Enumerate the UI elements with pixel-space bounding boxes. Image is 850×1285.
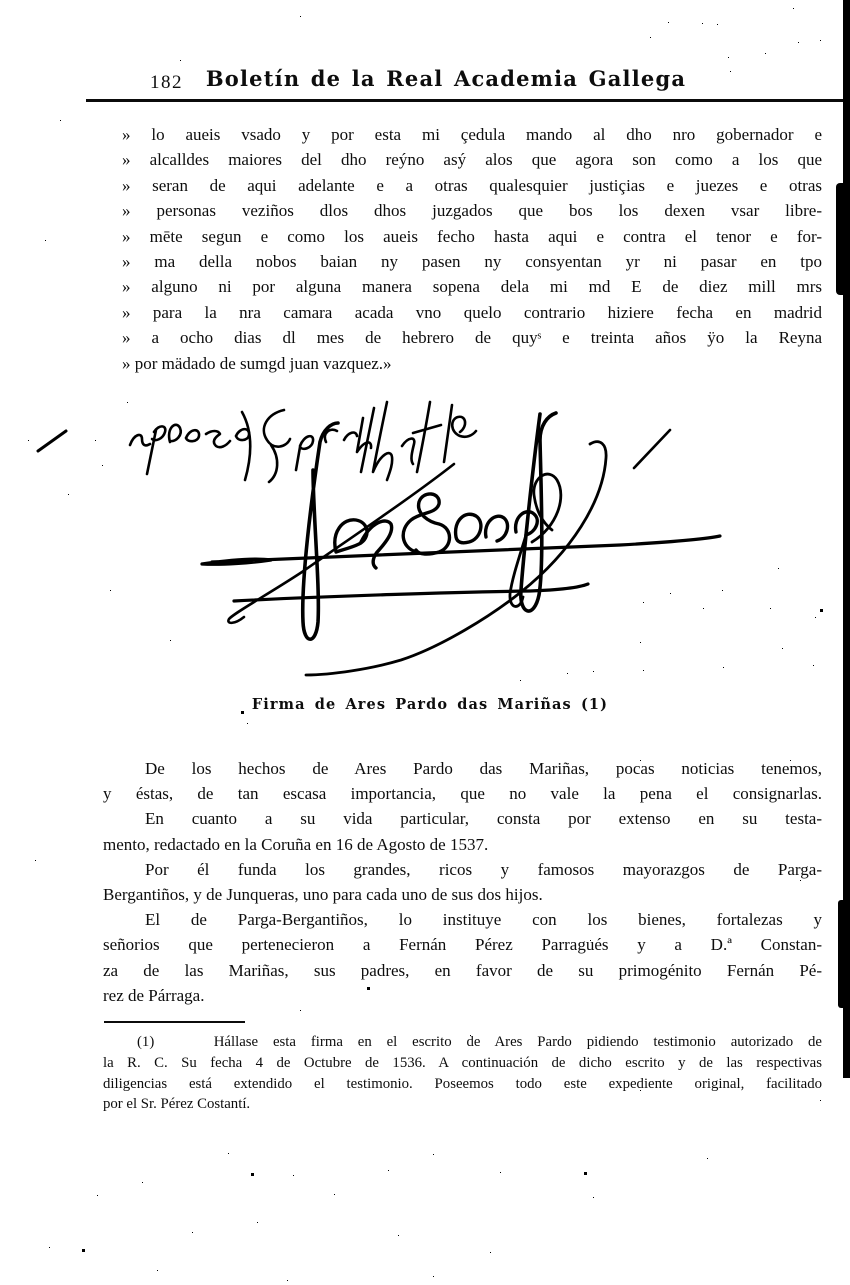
figure-caption: Firma de Ares Pardo das Mariñas (1) [251, 696, 609, 713]
scan-edge-artifact [836, 183, 850, 295]
body-line: Bergantiños, y de Junqueras, uno para cada uno de sus dos hijos. [103, 885, 543, 905]
body-line: mento, redactado en la Coruña en 16 de Agosto de 1537. [103, 834, 489, 854]
footnote-line: la R. C. Su fecha 4 de Octubre de 1536. A continuación de dicho escrito y de las respectivas [103, 1054, 822, 1071]
quote-line: » seran de aqui adelante e a otras qualesquier justiçias e juezes e otras [122, 175, 822, 195]
quote-line: » alcalldes maiores del dho reýno asý alos que agora son como a los que [122, 150, 822, 170]
paragraph [103, 907, 822, 1008]
header-rule [86, 99, 848, 102]
journal-header-title: Boletín de la Real Academia Gallega [205, 66, 687, 91]
quote-line: » personas veziños dlos dhos juzgados que bos los dexen vsar libre- [122, 201, 822, 221]
quote-line: » ma della nobos baian ny pasen ny consyentan yr ni pasar en tpo [122, 252, 822, 272]
quote-line: » lo aueis vsado y por esta mi çedula mando al dho nro gobernador e [122, 125, 822, 144]
paragraph [103, 857, 822, 907]
scan-noise-dots [0, 0, 1, 1]
signature-image [60, 390, 800, 680]
signature-top-script [130, 402, 670, 482]
quote-line: » para la nra camara acada vno quelo contrario hiziere fecha en madrid [122, 302, 822, 322]
body-line: za de las Mariñas, sus padres, en favor de su primogénito Fernán Pé- [103, 960, 822, 980]
scan-edge-artifact [838, 900, 850, 1008]
body-line: Por él funda los grandes, ricos y famosos mayorazgos de Parga- [145, 859, 822, 879]
footnote-line: (1) Hállase esta firma en el escrito de Ares Pardo pidiendo testimonio autorizado de [137, 1034, 822, 1050]
footnote [103, 1032, 822, 1115]
quote-line: » mēte segun e como los aueis fecho hasta aqui e contra el tenor e for- [122, 226, 822, 246]
body-line: El de Parga-Bergantiños, lo instituye con los bienes, fortalezas y [145, 910, 822, 930]
quote-line: » alguno ni por alguna manera sopena dela mi md E de diez mill mrs [122, 277, 822, 297]
body-text [103, 756, 822, 1008]
body-line: De los hechos de Ares Pardo das Mariñas, pocas noticias tenemos, [145, 759, 822, 778]
quote-line: » a ocho dias dl mes de hebrero de quyˢ e treinta años ÿo la Reyna [122, 328, 822, 348]
body-line: y éstas, de tan escasa importancia, que no vale la pena el consignarlas. [103, 784, 822, 804]
body-line: En cuanto a su vida particular, consta por extenso en su testa- [145, 809, 822, 829]
body-line: rez de Párraga. [103, 985, 205, 1005]
quote-line: » por mädado de sumgd juan vazquez.» [122, 353, 392, 373]
signature-rubric [202, 413, 720, 675]
footnote-line: diligencias está extendido el testimonio. Poseemos todo este expediente original, facilitado [103, 1075, 822, 1092]
footnote-line: por el Sr. Pérez Costantí. [103, 1096, 251, 1113]
page-number: 182 [150, 72, 183, 93]
body-line: señorios que pertenecieron a Fernán Pérez Parragués y a D.ª Constan- [103, 935, 822, 955]
paragraph [103, 756, 822, 806]
paragraph [103, 806, 822, 856]
footnote-rule [104, 1021, 245, 1023]
quote-block [122, 122, 822, 376]
